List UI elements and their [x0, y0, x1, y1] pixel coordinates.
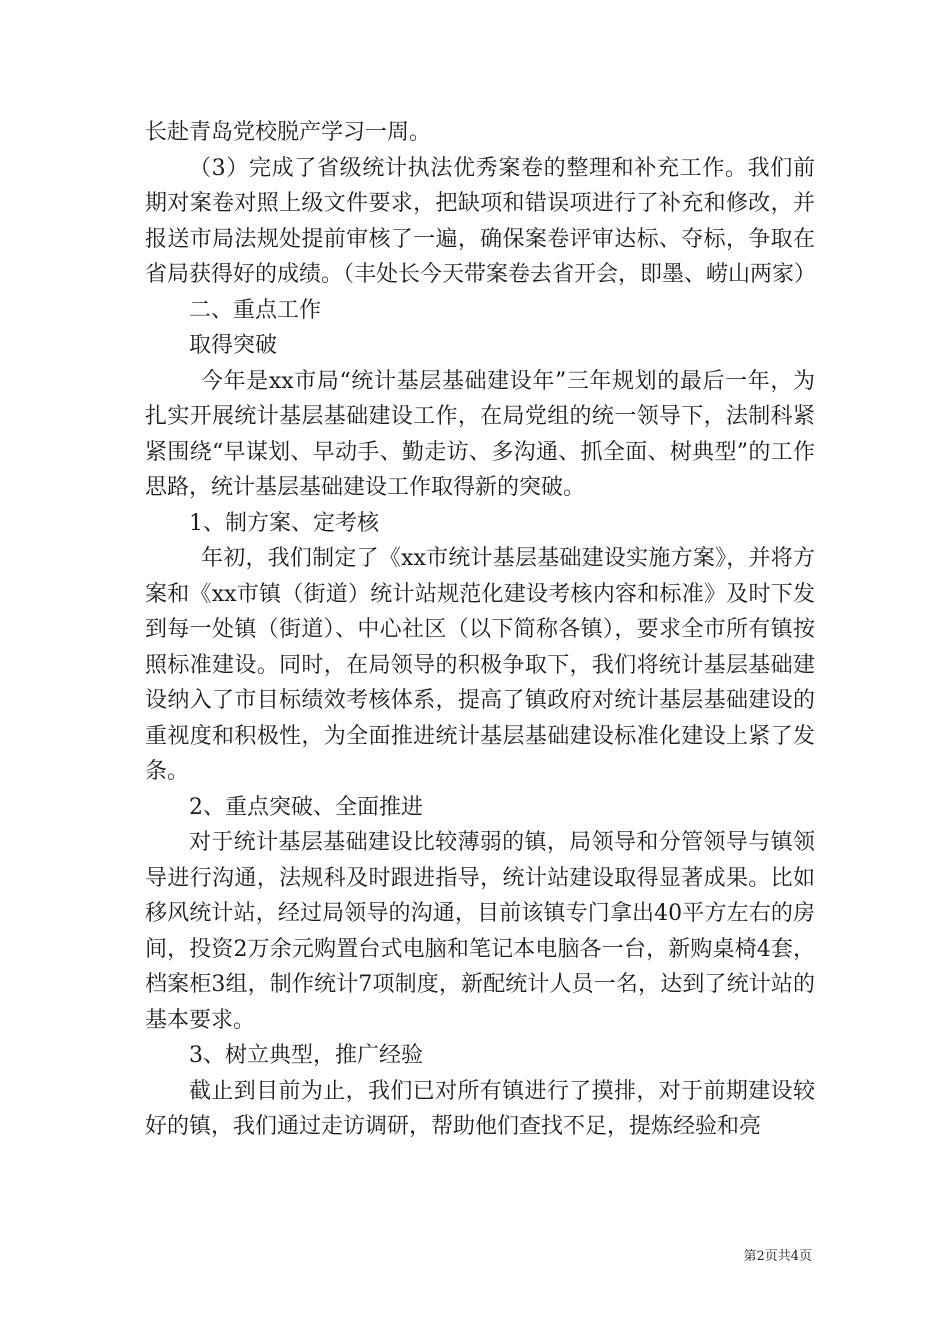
sub-heading: 2、重点突破、全面推进	[189, 794, 423, 820]
paragraph: 对于统计基层基础建设比较薄弱的镇，局领导和分管领导与镇领导进行沟通，法规科及时跟进指导，统计站建设取得显著成果。比如移风统计站，经过局领导的沟通，目前该镇专门拿出40平方左右的房间，投资2万余元购置台式电脑和笔记本电脑各一台，新购桌椅4套，档案柜3组，制作统计7项制度，新配统计人员一名，达到了统计站的基本要求。	[145, 830, 815, 1033]
sub-heading: 1、制方案、定考核	[189, 510, 379, 536]
paragraph: （3）完成了省级统计执法优秀案卷的整理和补充工作。我们前期对案卷对照上级文件要求，把缺项和错误项进行了补充和修改，并报送市局法规处提前审核了一遍，确保案卷评审达标、夺标，争取在省局获得好的成绩。（丰处长今天带案卷去省开会，即墨、崂山两家）	[145, 155, 817, 287]
sub-heading: 3、树立典型，推广经验	[189, 1043, 423, 1068]
page-number: 第2页共4页	[743, 1249, 812, 1264]
section-heading: 二、重点工作	[189, 297, 322, 323]
paragraph: 今年是xx市局“统计基层基础建设年”三年规划的最后一年，为扎实开展统计基层基础建设工作，在局党组的统一领导下，法制科紧紧围绕“早谋划、早动手、勤走访、多沟通、抓全面、树典型”的工作思路，统计基层基础建设工作取得新的突破。	[145, 368, 815, 500]
sub-heading: 取得突破	[189, 333, 278, 358]
paragraph: 截止到目前为止，我们已对所有镇进行了摸排，对于前期建设较好的镇，我们通过走访调研，帮助他们查找不足，提炼经验和亮	[145, 1078, 815, 1139]
paragraph: 年初，我们制定了《xx市统计基层基础建设实施方案》，并将方案和《xx市镇（街道）统计站规范化建设考核内容和标准》及时下发到每一处镇（街道）、中心社区（以下简称各镇），要求全市所有镇按照标准建设。同时，在局领导的积极争取下，我们将统计基层基础建设纳入了市目标绩效考核体系，提高了镇政府对统计基层基础建设的重视度和积极性，为全面推进统计基层基础建设标准化建设上紧了发条。	[145, 546, 815, 784]
paragraph: 长赴青岛党校脱产学习一周。	[145, 120, 432, 145]
document-body	[145, 115, 815, 1145]
